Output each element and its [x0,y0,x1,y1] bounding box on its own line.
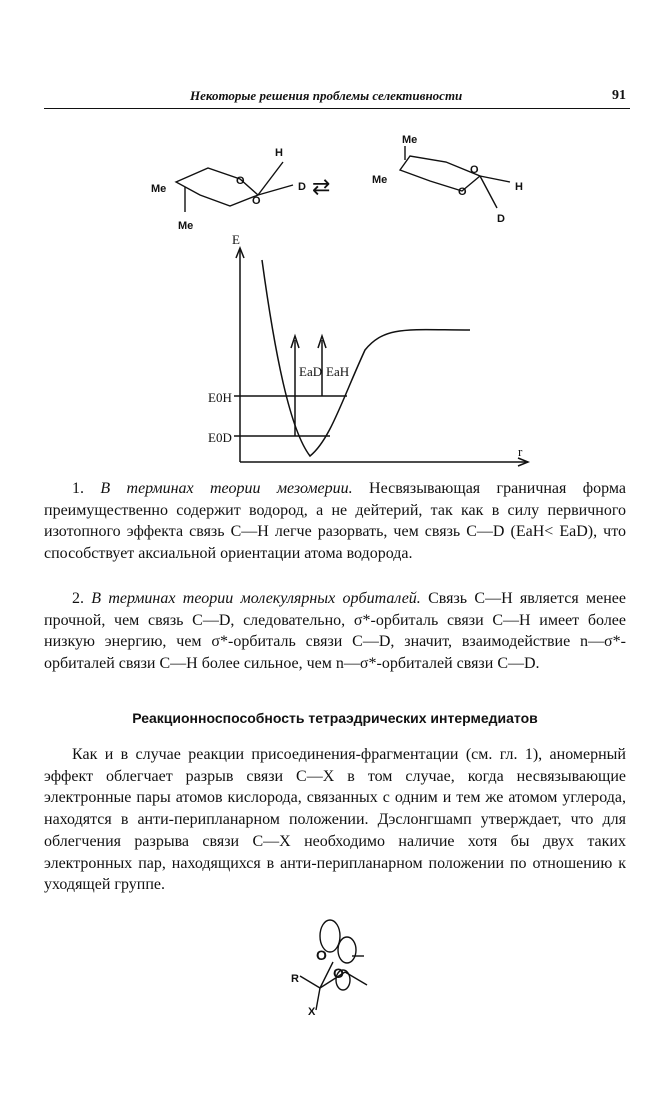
paragraph-3: Как и в случае реакции присоединения-фрагментации (см. гл. 1), аномерный эффект облегчает разрыв связи С—X в том случае, когда несвязывающие электронные пары атомов кислорода, связанных с одним и тем же атомом углерода, находятся в анти-перипланарном положении. Дэслонгшамп утверждает, что для облегчения разрыва связи С—X необходимо наличие хотя бы двух таких электронных пар, находящихся в анти-перипланарном положении по отношению к уходящей группе. [44,746,626,894]
right-me-top: Me [402,134,418,146]
left-h: H [275,147,283,159]
orbital-x: X [308,1006,316,1018]
arrow-eah-label: EaH [326,364,350,379]
x-axis-label: r [518,444,523,459]
left-o-bottom: O [252,195,261,207]
right-dioxane-ring [400,146,510,208]
page-number: 91 [612,88,626,103]
left-me-top: Me [151,183,167,195]
potential-curve [262,260,470,456]
left-dioxane-ring [176,162,293,212]
y-axis-label: E [232,232,240,247]
conformer-scheme [0,0,663,240]
right-h: H [515,181,523,193]
level-h-label: E0H [208,390,232,405]
paragraph-1: 1. В терминах теории мезомерии. Несвязывающая граничная форма преимущественно содержит водород, а не дейтерий, так как в силу первичного изотопного эффекта связь С—Н легче разорвать, чем связь С—D (EaH< EaD), что способствует аксиальной ориентации атома водорода. [44,480,627,563]
left-d: D [298,181,306,193]
paragraph-1-title: В терминах теории мезомерии. [100,480,353,497]
level-d-label: E0D [208,430,232,445]
section-heading: Реакционноспособность тетраэдрических интермедиатов [132,710,538,726]
orbital-r: R [291,973,299,985]
orbital-o-lower: O [333,965,344,981]
right-me-left: Me [372,174,388,186]
right-o-top: O [470,164,479,176]
orbital-o-upper: O [316,947,327,963]
paragraph-2: 2. В терминах теории молекулярных орбиталей. Связь С—Н является менее прочной, чем связь С—D, следовательно, σ*-орбиталь связи С—Н имеет более низкую энергию, чем σ*-орбиталь связи С—D, значит, взаимодействие n—σ*-орбиталей связи С—Н более сильное, чем n—σ*-орбиталей связи С—D. [44,590,626,673]
left-o-top: O [236,175,245,187]
energy-diagram [0,230,663,470]
right-o-bottom: O [458,186,467,198]
right-d: D [497,213,505,225]
arrow-ead-label: EaD [299,364,323,379]
paragraph-2-title: В терминах теории молекулярных орбиталей. [91,590,421,607]
left-me-bottom: Me [178,220,194,232]
orbital-figure [0,910,663,1020]
equilibrium-arrow: ⇄ [312,174,331,199]
running-title: Некоторые решения проблемы селективности [190,88,463,103]
